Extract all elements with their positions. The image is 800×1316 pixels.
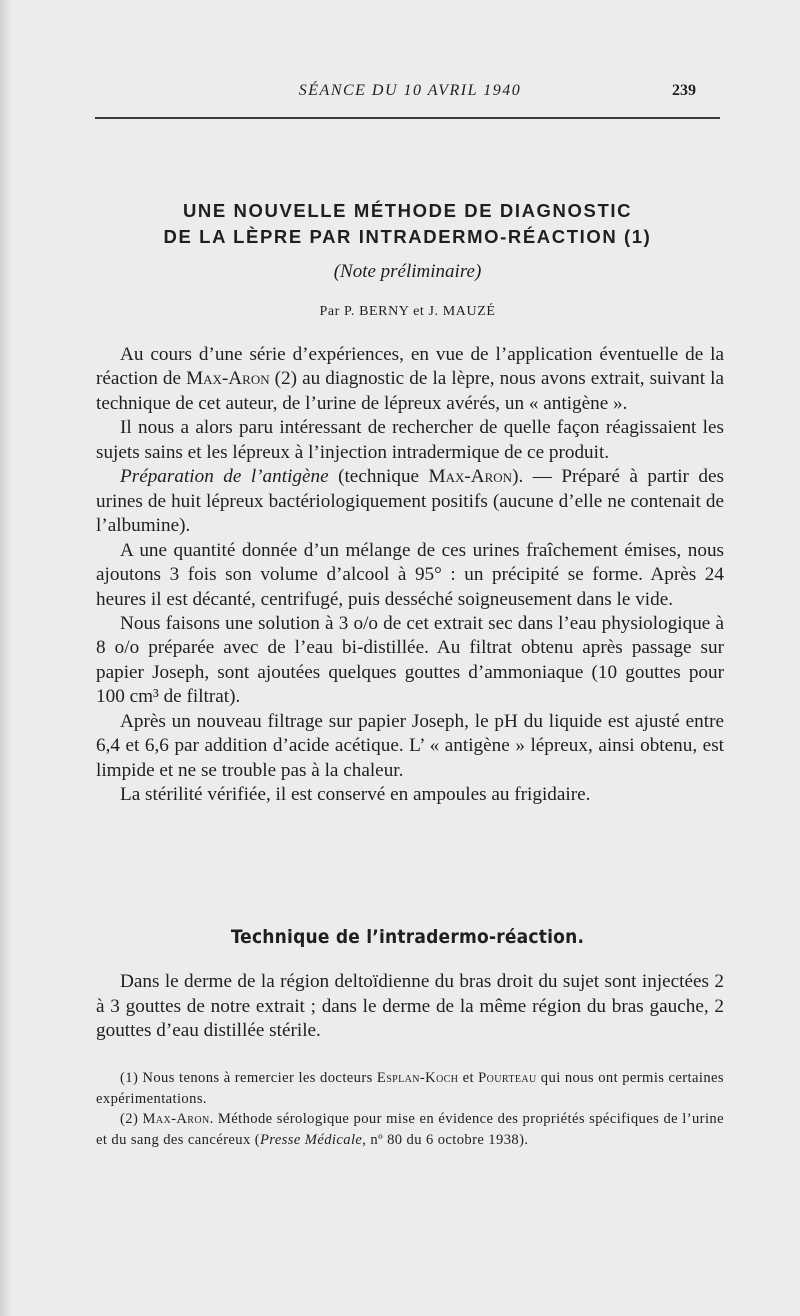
author-reference-smallcaps: Max-Aron	[186, 368, 270, 390]
footnote-1-name-2: Pourteau	[478, 1070, 537, 1086]
subsection-title-italic: Préparation de l’antigène	[120, 466, 329, 488]
article-body	[96, 343, 724, 808]
running-title: SÉANCE DU 10 AVRIL 1940	[298, 82, 522, 99]
paragraph-1-text-b: (2) au diagnostic de la lèpre, nous avons extrait, suivant la technique de cet auteur, de l’urine de lépreux avérés, un « antigène ».	[96, 368, 724, 414]
paragraph-4: A une quantité donnée d’un mélange de ces urines fraîchement émises, nous ajoutons 3 fois son volume d’alcool à 95° : un précipité se forme. Après 24 heures il est décanté, centrifugé, puis desséché soigneusement dans le vide.	[96, 539, 724, 610]
footnote-1	[96, 1068, 724, 1109]
paragraph-3	[96, 465, 724, 538]
footnote-2-text-b: , nº 80 du 6 octobre 1938).	[362, 1131, 529, 1148]
footnote-2-text-a: . Méthode sérologique pour mise en évidence des propriétés spécifiques de l’urine et du sang des cancéreux (	[96, 1111, 724, 1148]
footnote-2	[96, 1109, 724, 1150]
section-body	[96, 970, 724, 1044]
article-subtitle: (Note préliminaire)	[333, 261, 482, 282]
paragraph-1	[96, 343, 724, 416]
article-title-line-2: DE LA LÈPRE PAR INTRADERMO-RÉACTION (1)	[163, 226, 652, 247]
running-head	[0, 82, 800, 106]
footnote-1-text-c: qui nous ont permis certaines expérimentations.	[96, 1070, 724, 1107]
footnotes	[96, 1068, 724, 1150]
footnote-1-name-1: Esplan-Koch	[376, 1070, 459, 1086]
paragraph-2: Il nous a alors paru intéressant de rechercher de quelle façon réagissaient les sujets sains et les lépreux à l’injection intradermique de ce produit.	[96, 417, 724, 463]
page-number: 239	[672, 82, 696, 99]
paragraph-6: Après un nouveau filtrage sur papier Joseph, le pH du liquide est ajusté entre 6,4 et 6,6 par addition d’acide acétique. L’ « antigène » lépreux, ainsi obtenu, est limpide et ne se trouble pas à la chaleur.	[96, 710, 724, 781]
paragraph-7: La stérilité vérifiée, il est conservé en ampoules au frigidaire.	[120, 784, 591, 806]
section-heading: Technique de l’intradermo-réaction.	[230, 926, 585, 948]
footnote-2-journal: Presse Médicale	[259, 1131, 363, 1148]
footnote-1-text-a: (1) Nous tenons à remercier les docteurs	[120, 1070, 377, 1086]
article-byline: Par P. BERNY et J. MAUZÉ	[319, 304, 496, 319]
article-title	[95, 198, 720, 250]
section-paragraph-1: Dans le derme de la région deltoïdienne du bras droit du sujet sont injectées 2 à 3 gouttes de notre extrait ; dans le derme de la même région du bras gauche, 2 gouttes d’eau distillée stérile.	[96, 971, 724, 1042]
footnote-1-text-b: et	[458, 1070, 479, 1086]
author-reference-smallcaps: Max-Aron	[428, 466, 513, 488]
paragraph-3-text-b: ). — Préparé à partir des urines de huit lépreux bactériologiquement positifs (aucune d’elle ne contenait de l’albumine).	[96, 466, 724, 537]
paragraph-5: Nous faisons une solution à 3 o/o de cet extrait sec dans l’eau physiologique à 8 o/o préparée avec de l’eau bi-distillée. Au filtrat obtenu après passage sur papier Joseph, sont ajoutées quelques gouttes d’ammoniaque (10 gouttes pour 100 cm³ de filtrat).	[96, 612, 724, 708]
header-rule	[95, 117, 720, 119]
article-title-line-1: UNE NOUVELLE MÉTHODE DE DIAGNOSTIC	[182, 200, 633, 221]
footnote-2-author: (2) Max-Aron	[120, 1111, 210, 1127]
paragraph-1-text-a: Au cours d’une série d’expériences, en vue de l’application éventuelle de la réaction de	[96, 344, 724, 390]
paragraph-3-text-a: (technique	[328, 466, 429, 488]
page-edge-shadow	[0, 0, 12, 1316]
